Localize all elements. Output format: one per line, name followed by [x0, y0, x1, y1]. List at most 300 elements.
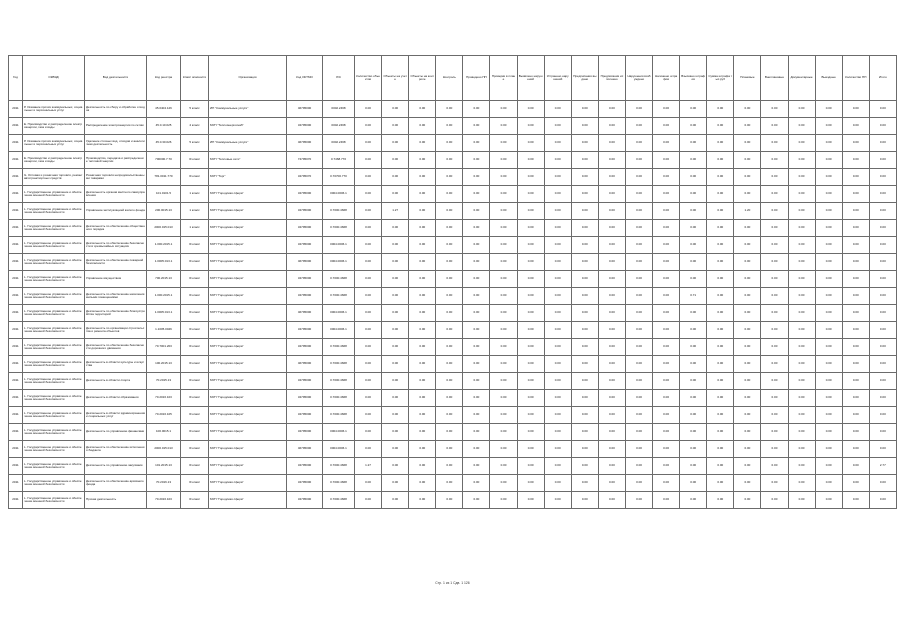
- table-cell: 0.00: [517, 458, 544, 475]
- table-cell: 0.00: [869, 305, 896, 322]
- table-cell: 0.70700.770: [323, 169, 355, 186]
- table-cell: 0.00: [517, 475, 544, 492]
- table-cell: 0.00: [436, 407, 463, 424]
- table-cell: 0.00: [355, 101, 382, 118]
- table-cell: 0.7000.4668: [323, 356, 355, 373]
- table-cell: 0.00: [544, 101, 571, 118]
- table-cell: 45.0404.126: [147, 101, 181, 118]
- table-cell: 0.00: [382, 322, 409, 339]
- table-cell: 0.00: [788, 373, 815, 390]
- table-cell: 0.00: [571, 288, 598, 305]
- table-cell: 2011: [9, 288, 23, 305]
- table-cell: 0.00: [571, 101, 598, 118]
- table-cell: III класс: [181, 424, 209, 441]
- column-header: Проведено ПП: [463, 56, 490, 101]
- table-cell: 0.00: [355, 186, 382, 203]
- table-cell: 0.00: [625, 424, 652, 441]
- table-cell: 0.00: [653, 322, 680, 339]
- table-cell: 0.00: [409, 118, 436, 135]
- table-cell: 0.00: [436, 322, 463, 339]
- table-cell: 0.00: [463, 356, 490, 373]
- table-cell: 0.00: [734, 101, 761, 118]
- table-cell: 34795000: [287, 322, 323, 339]
- table-cell: 34795000: [287, 373, 323, 390]
- table-cell: МУП "Городская сфера": [209, 356, 287, 373]
- table-cell: 0.00: [842, 339, 869, 356]
- table-cell: 0.00: [490, 237, 517, 254]
- table-cell: 0.00: [598, 356, 625, 373]
- table-cell: 0.00: [680, 220, 707, 237]
- table-cell: 0.7000.4668: [323, 271, 355, 288]
- table-cell: Управление имуществом: [85, 271, 147, 288]
- table-cell: 0.00: [598, 475, 625, 492]
- table-cell: L. Государственное управление и обеспечение военной безопасности: [23, 475, 85, 492]
- table-cell: 0.00: [436, 305, 463, 322]
- table-cell: 1.0005.013.1: [147, 254, 181, 271]
- column-header: Плановые: [734, 56, 761, 101]
- table-cell: 0.00: [544, 424, 571, 441]
- table-cell: 0.00: [436, 492, 463, 509]
- table-cell: 0.00: [544, 356, 571, 373]
- table-row: [9, 458, 897, 475]
- table-cell: 0.00: [625, 407, 652, 424]
- table-cell: 0.00: [707, 356, 734, 373]
- table-cell: 0.00: [517, 356, 544, 373]
- table-cell: 0.00: [598, 220, 625, 237]
- table-cell: 34795070: [287, 169, 323, 186]
- column-header: Внеплановые: [761, 56, 788, 101]
- table-cell: 0.00: [761, 101, 788, 118]
- table-cell: 0.00: [734, 458, 761, 475]
- table-row: [9, 186, 897, 203]
- table-cell: 46795000: [287, 356, 323, 373]
- table-cell: 0.00: [409, 203, 436, 220]
- table-cell: 0.00: [463, 220, 490, 237]
- table-cell: 0.00: [382, 356, 409, 373]
- table-cell: 0004.0006.1: [323, 186, 355, 203]
- table-cell: 0.00: [707, 220, 734, 237]
- table-cell: 2011: [9, 271, 23, 288]
- table-cell: III класс: [181, 271, 209, 288]
- table-cell: 0.00: [815, 237, 842, 254]
- table-cell: 0.00: [815, 458, 842, 475]
- table-cell: 0.00: [761, 322, 788, 339]
- table-cell: 0.00: [625, 288, 652, 305]
- table-cell: 0.00: [598, 101, 625, 118]
- table-cell: III класс: [181, 356, 209, 373]
- table-cell: 2011: [9, 135, 23, 152]
- table-cell: 0.00: [436, 424, 463, 441]
- table-cell: 0.00: [734, 288, 761, 305]
- table-cell: 0.00: [815, 322, 842, 339]
- report-table: [8, 55, 897, 509]
- table-cell: 0.00: [680, 135, 707, 152]
- table-cell: 0.00: [625, 339, 652, 356]
- table-cell: 0.00: [761, 305, 788, 322]
- table-cell: 0004.0006.1: [323, 322, 355, 339]
- table-cell: 0.00: [815, 492, 842, 509]
- table-cell: 0.00: [815, 220, 842, 237]
- table-cell: 0.00: [815, 424, 842, 441]
- table-cell: 0.00: [409, 390, 436, 407]
- table-cell: 0.00: [517, 186, 544, 203]
- table-cell: 2000.015.013: [147, 220, 181, 237]
- table-cell: 0.00: [653, 101, 680, 118]
- table-cell: 0.00: [788, 254, 815, 271]
- table-cell: III класс: [181, 407, 209, 424]
- table-cell: 0.00: [761, 203, 788, 220]
- table-cell: 34795000: [287, 492, 323, 509]
- table-cell: 0.00: [761, 458, 788, 475]
- table-cell: 0.00: [788, 356, 815, 373]
- table-cell: L. Государственное управление и обеспечение военной безопасности: [23, 356, 85, 373]
- table-cell: 70.2016.105: [147, 407, 181, 424]
- table-cell: 2011: [9, 101, 23, 118]
- table-cell: 0.00: [761, 288, 788, 305]
- table-cell: 0.00: [463, 390, 490, 407]
- column-header: Проверки в плане: [490, 56, 517, 101]
- table-cell: Управление эксплуатацией жилого фонда: [85, 203, 147, 220]
- table-cell: 0.00: [842, 441, 869, 458]
- table-cell: 0.00: [680, 186, 707, 203]
- table-cell: 0.00: [625, 390, 652, 407]
- table-cell: 0.00: [490, 390, 517, 407]
- table-cell: 0.00: [382, 424, 409, 441]
- table-cell: III класс: [181, 492, 209, 509]
- table-cell: 0.00: [707, 390, 734, 407]
- table-cell: Розничная торговля непродовольственными товарами: [85, 169, 147, 186]
- table-cell: 0.00: [571, 254, 598, 271]
- column-header: Л/С: [323, 56, 355, 101]
- column-header: Год: [9, 56, 23, 101]
- table-row: [9, 203, 897, 220]
- table-cell: 0.00: [598, 186, 625, 203]
- table-row: [9, 118, 897, 135]
- table-cell: 0.00: [625, 373, 652, 390]
- table-cell: 0.00: [436, 186, 463, 203]
- table-cell: L. Государственное управление и обеспечение военной безопасности: [23, 271, 85, 288]
- table-cell: МУП "Городская сфера": [209, 424, 287, 441]
- table-cell: 0.00: [490, 322, 517, 339]
- table-cell: 0.00: [382, 169, 409, 186]
- table-cell: III класс: [181, 458, 209, 475]
- table-cell: 0.00: [707, 101, 734, 118]
- table-cell: 0.00: [436, 288, 463, 305]
- table-cell: 101.2015.13: [147, 458, 181, 475]
- table-cell: МУП "Городская сфера": [209, 186, 287, 203]
- table-cell: 74795070: [287, 152, 323, 169]
- table-cell: Деятельность по обеспечению безопасности в чрезвычайных ситуациях: [85, 237, 147, 254]
- table-cell: 1 класс: [181, 203, 209, 220]
- table-cell: 0.00: [734, 169, 761, 186]
- table-cell: 0.00: [625, 441, 652, 458]
- table-cell: 2011: [9, 169, 23, 186]
- table-cell: 0.00: [625, 271, 652, 288]
- table-cell: 0.00: [544, 475, 571, 492]
- table-cell: 0.00: [598, 305, 625, 322]
- table-cell: 0.00: [788, 118, 815, 135]
- table-cell: 0.00: [490, 458, 517, 475]
- table-cell: 0.00: [544, 169, 571, 186]
- table-cell: 0.00: [680, 203, 707, 220]
- table-cell: 0.00: [842, 169, 869, 186]
- table-cell: 0.00: [680, 152, 707, 169]
- table-cell: 0.00: [761, 356, 788, 373]
- table-cell: 0.00: [788, 492, 815, 509]
- table-cell: 0.00: [544, 305, 571, 322]
- table-cell: 0.00: [734, 254, 761, 271]
- table-cell: 0.00: [869, 271, 896, 288]
- table-cell: 0.00: [463, 186, 490, 203]
- table-cell: 0.00: [680, 169, 707, 186]
- table-row: [9, 254, 897, 271]
- table-cell: 0.00: [463, 424, 490, 441]
- table-cell: 0.00: [598, 237, 625, 254]
- table-cell: 0.00: [707, 424, 734, 441]
- table-cell: МУП "Городская сфера": [209, 305, 287, 322]
- table-cell: 0.00: [463, 441, 490, 458]
- table-cell: 0.00: [869, 186, 896, 203]
- table-cell: 0.00: [625, 220, 652, 237]
- table-cell: 0.00: [788, 271, 815, 288]
- table-cell: 0.00: [409, 152, 436, 169]
- table-cell: 0.00: [490, 220, 517, 237]
- column-header: Выявлено нарушений: [517, 56, 544, 101]
- table-cell: 0.00: [707, 492, 734, 509]
- table-cell: 0.00: [842, 118, 869, 135]
- table-cell: 0.00: [707, 407, 734, 424]
- table-cell: 0.00: [571, 492, 598, 509]
- table-cell: 0.00: [653, 220, 680, 237]
- table-cell: 2011: [9, 118, 23, 135]
- column-header: Наложено штрафов: [653, 56, 680, 101]
- table-cell: 0.00: [382, 186, 409, 203]
- table-cell: 0.00: [761, 152, 788, 169]
- table-cell: 0.00: [680, 339, 707, 356]
- table-body: [9, 101, 897, 509]
- table-cell: 1.27: [382, 203, 409, 220]
- table-cell: 70.2015.13: [147, 373, 181, 390]
- table-cell: 0.00: [842, 237, 869, 254]
- table-cell: 0.00: [625, 186, 652, 203]
- table-cell: 0.00: [382, 220, 409, 237]
- table-cell: 2011: [9, 492, 23, 509]
- table-cell: 0.00: [463, 407, 490, 424]
- table-cell: 0.00: [625, 169, 652, 186]
- table-cell: 0.00: [680, 271, 707, 288]
- table-cell: 70.2016.103: [147, 390, 181, 407]
- table-cell: 0.00: [707, 118, 734, 135]
- table-cell: 0.00: [463, 339, 490, 356]
- table-cell: 0.00: [653, 118, 680, 135]
- table-cell: 0.00: [355, 271, 382, 288]
- table-cell: 0.7000.4668: [323, 458, 355, 475]
- table-cell: 34795000: [287, 220, 323, 237]
- table-row: [9, 237, 897, 254]
- table-cell: 34795000: [287, 458, 323, 475]
- table-cell: 0.00: [680, 492, 707, 509]
- table-cell: 0.00: [598, 203, 625, 220]
- table-cell: 0.00: [382, 458, 409, 475]
- table-cell: 0.00: [409, 305, 436, 322]
- table-cell: 0.00: [869, 441, 896, 458]
- table-cell: L. Государственное управление и обеспечение военной безопасности: [23, 220, 85, 237]
- table-cell: 0.00: [788, 220, 815, 237]
- column-header: Нарушения возбуждено: [625, 56, 652, 101]
- table-cell: 0.00: [517, 339, 544, 356]
- table-cell: 1.27: [355, 458, 382, 475]
- table-cell: 0.00: [355, 339, 382, 356]
- table-cell: 0.00: [788, 475, 815, 492]
- table-cell: 0.00: [409, 237, 436, 254]
- table-cell: L. Государственное управление и обеспечение военной безопасности: [23, 390, 85, 407]
- table-cell: 5 класс: [181, 101, 209, 118]
- table-cell: 0.00: [707, 271, 734, 288]
- table-cell: 0.00: [707, 152, 734, 169]
- page-footer: Стр. 1 из 1 Сдв. 1 126: [435, 581, 470, 585]
- table-cell: L. Государственное управление и обеспечение военной безопасности: [23, 322, 85, 339]
- table-cell: 0.00: [680, 390, 707, 407]
- table-cell: 0004.0006.1: [323, 237, 355, 254]
- table-cell: 0.00: [734, 271, 761, 288]
- table-cell: 0.00: [761, 390, 788, 407]
- table-cell: 0.00: [788, 407, 815, 424]
- table-cell: 0.00: [653, 339, 680, 356]
- table-cell: III класс: [181, 390, 209, 407]
- table-cell: Деятельность по обеспечению исполнения бюджета: [85, 441, 147, 458]
- table-cell: 0.00: [490, 169, 517, 186]
- table-cell: 0.00: [869, 339, 896, 356]
- table-cell: 100.0015.1: [147, 424, 181, 441]
- table-cell: 0.00: [734, 220, 761, 237]
- table-cell: МУП "Городская сфера": [209, 203, 287, 220]
- table-cell: 0.00: [436, 237, 463, 254]
- table-cell: 0.00: [680, 118, 707, 135]
- table-cell: 0.00: [571, 152, 598, 169]
- table-cell: 0.00: [625, 101, 652, 118]
- table-cell: 0.00: [761, 407, 788, 424]
- column-header: Взыскано штрафов: [680, 56, 707, 101]
- table-cell: 0.00: [517, 118, 544, 135]
- table-cell: МУП "Городская сфера": [209, 475, 287, 492]
- table-cell: 0.00: [788, 101, 815, 118]
- table-cell: 0.00: [463, 458, 490, 475]
- table-cell: 2011: [9, 475, 23, 492]
- table-row: [9, 220, 897, 237]
- table-cell: 0.00: [653, 475, 680, 492]
- table-cell: 0.00: [653, 135, 680, 152]
- table-cell: МУП "Городская сфера": [209, 322, 287, 339]
- table-cell: 0.00: [788, 458, 815, 475]
- table-cell: Производство, передача и распределение тепловой энергии: [85, 152, 147, 169]
- table-cell: 0.00: [544, 322, 571, 339]
- table-cell: L. Государственное управление и обеспечение военной безопасности: [23, 186, 85, 203]
- table-cell: 0.00: [436, 373, 463, 390]
- table-cell: 0.00: [490, 492, 517, 509]
- table-cell: 0.00: [463, 492, 490, 509]
- table-cell: 0.00: [490, 373, 517, 390]
- table-cell: 0.00: [571, 373, 598, 390]
- table-cell: 0.00: [463, 101, 490, 118]
- table-cell: 0.00: [598, 288, 625, 305]
- table-cell: Распределение электроэнергии по сетям: [85, 118, 147, 135]
- table-cell: 0004.0006.1: [323, 424, 355, 441]
- table-cell: 1.20: [734, 203, 761, 220]
- table-cell: 0.00: [544, 220, 571, 237]
- table-cell: МУП "Городская сфера": [209, 373, 287, 390]
- column-header: Код ОКТМО: [287, 56, 323, 101]
- table-cell: 0.00: [598, 373, 625, 390]
- table-cell: 0.00: [355, 322, 382, 339]
- table-cell: 0.00: [355, 169, 382, 186]
- table-cell: 0.00: [842, 254, 869, 271]
- table-cell: 0.00: [355, 441, 382, 458]
- table-cell: 0.00: [571, 118, 598, 135]
- table-cell: 0.00: [653, 373, 680, 390]
- column-header: Класс опасности: [181, 56, 209, 101]
- table-cell: 0.00: [463, 169, 490, 186]
- table-cell: МУП "Городская сфера": [209, 339, 287, 356]
- table-row: [9, 356, 897, 373]
- table-cell: 0.00: [815, 390, 842, 407]
- table-cell: 0.00: [788, 169, 815, 186]
- table-cell: МУП "Городская сфера": [209, 458, 287, 475]
- table-cell: 200.0015.13: [147, 203, 181, 220]
- table-cell: 0.00: [409, 288, 436, 305]
- table-cell: 0.00: [436, 203, 463, 220]
- table-header: [9, 56, 897, 101]
- table-cell: 0.00: [788, 305, 815, 322]
- table-cell: 0004.0006.1: [323, 254, 355, 271]
- table-cell: 0.00: [382, 492, 409, 509]
- table-cell: 0.00: [490, 254, 517, 271]
- table-cell: 0.00: [653, 458, 680, 475]
- table-cell: 0.00: [680, 424, 707, 441]
- table-cell: 0.00: [544, 237, 571, 254]
- table-cell: Е. Производство и распределение электроэнергии, газа и воды: [23, 118, 85, 135]
- table-cell: 0.00: [680, 458, 707, 475]
- table-cell: 0.00: [409, 339, 436, 356]
- table-cell: 0.00: [517, 135, 544, 152]
- table-cell: 0.00: [707, 254, 734, 271]
- table-cell: 0.00: [761, 220, 788, 237]
- column-header: Количество объектов: [355, 56, 382, 101]
- table-cell: 0.7000.4668: [323, 373, 355, 390]
- table-cell: 0.00: [544, 458, 571, 475]
- table-cell: 0.00: [761, 475, 788, 492]
- table-cell: 45.0.10.025: [147, 118, 181, 135]
- table-cell: 0.00: [598, 254, 625, 271]
- table-cell: 2011: [9, 220, 23, 237]
- table-cell: 0.7000.4668: [323, 339, 355, 356]
- table-cell: 0.00: [734, 407, 761, 424]
- table-cell: 0.00: [355, 373, 382, 390]
- table-cell: 0.00: [382, 254, 409, 271]
- table-cell: 0.00: [653, 407, 680, 424]
- table-cell: 0.00: [571, 458, 598, 475]
- column-header: Количество ПП: [842, 56, 869, 101]
- table-cell: 0.00: [409, 441, 436, 458]
- table-cell: III класс: [181, 305, 209, 322]
- column-header: Вид деятельности: [85, 56, 147, 101]
- table-cell: 0.00: [382, 135, 409, 152]
- table-row: [9, 339, 897, 356]
- table-cell: 0.00: [517, 407, 544, 424]
- table-cell: G. Оптовая и розничная торговля, ремонт автотранспортных средств: [23, 169, 85, 186]
- table-cell: 0.00: [355, 305, 382, 322]
- table-cell: 0004.0006.1: [323, 441, 355, 458]
- table-cell: 0.00: [761, 135, 788, 152]
